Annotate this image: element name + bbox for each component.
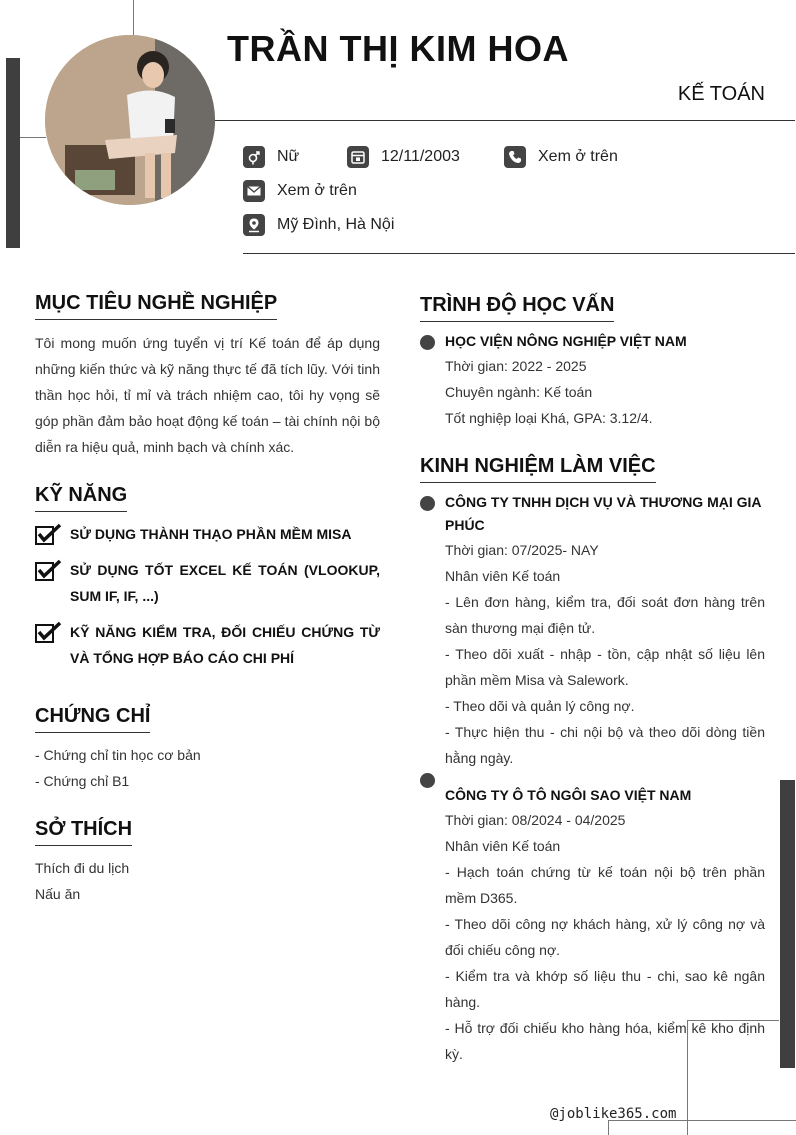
job-title: KẾ TOÁN: [677, 83, 765, 105]
job-line: Nhân viên Kế toán: [445, 838, 561, 854]
mail-icon: [243, 180, 265, 202]
school-name: HỌC VIỆN NÔNG NGHIỆP VIỆT NAM: [445, 333, 687, 349]
phone-icon: [504, 146, 526, 168]
job-line: - Thực hiện thu - chi nội bộ và theo dõi dòng tiền hằng ngày.: [445, 724, 765, 766]
certificate-item: - Chứng chỉ B1: [35, 773, 130, 789]
gender-icon: [243, 146, 265, 168]
bullet-dot: [420, 773, 435, 788]
job-line: - Theo dõi xuất - nhập - tồn, cập nhật số liệu lên phần mềm Misa và Salework.: [445, 646, 765, 688]
job-line: - Kiểm tra và khớp số liệu thu - chi, sao kê ngân hàng.: [445, 968, 765, 1010]
gender-info: [243, 146, 299, 168]
info-divider: [243, 253, 795, 254]
bullet-dot: [420, 496, 435, 511]
job-line: - Theo dõi công nợ khách hàng, xử lý công nợ và đối chiếu công nợ.: [445, 916, 765, 958]
header-divider: [215, 120, 795, 121]
skill-text: SỬ DỤNG TỐT EXCEL KẾ TOÁN (VLOOKUP, SUM IF, IF, ...): [70, 562, 380, 604]
address-info: [243, 214, 394, 236]
gender-value: Nữ: [277, 148, 300, 165]
hobbies-title: SỞ THÍCH: [35, 818, 132, 846]
calendar-icon: [347, 146, 369, 168]
skill-item: [35, 557, 380, 609]
phone-info: [504, 146, 618, 168]
education-entry: [445, 330, 765, 431]
hobby-item: Thích đi du lịch: [35, 860, 130, 876]
phone-value: Xem ở trên: [538, 148, 618, 165]
right-accent-bar: [780, 780, 795, 1068]
job-line: - Theo dõi và quản lý công nợ.: [445, 698, 635, 714]
job-entry: [445, 784, 765, 1067]
watermark-text: @joblike365.com: [550, 1106, 677, 1122]
experience-title: KINH NGHIỆM LÀM VIỆC: [420, 455, 656, 483]
profile-photo-illustration: [45, 35, 215, 205]
left-accent-bar: [6, 58, 20, 248]
objective-title: MỤC TIÊU NGHỀ NGHIỆP: [35, 292, 277, 320]
skill-item: [35, 521, 380, 547]
location-pin-icon: [243, 214, 265, 236]
skill-item: [35, 619, 380, 671]
skill-text: KỸ NĂNG KIỂM TRA, ĐỐI CHIẾU CHỨNG TỪ VÀ TỔNG HỢP BÁO CÁO CHI PHÍ: [70, 624, 380, 666]
hobby-item: Nấu ăn: [35, 886, 81, 902]
job-line: Thời gian: 07/2025- NAY: [445, 542, 599, 558]
bullet-dot: [420, 335, 435, 350]
hobbies-list: [35, 855, 129, 907]
objective-text: Tôi mong muốn ứng tuyển vị trí Kế toán để áp dụng những kiến thức và kỹ năng thực tế đã tích lũy. Với tinh thần học hỏi, tỉ mỉ và trách nhiệm cao, tôi hy vọng sẽ góp phần đảm bảo hoạt động kế toán – tài chính nội bộ diễn ra hiệu quả, minh bạch và chính xác.: [35, 335, 380, 455]
job-line: Thời gian: 08/2024 - 04/2025: [445, 812, 626, 828]
job-line: - Lên đơn hàng, kiểm tra, đối soát đơn hàng trên sàn thương mại điện tử.: [445, 594, 765, 636]
company-name: CÔNG TY Ô TÔ NGÔI SAO VIỆT NAM: [445, 787, 692, 803]
checkbox-icon: [35, 621, 62, 643]
skill-text: SỬ DỤNG THÀNH THẠO PHẦN MỀM MISA: [70, 526, 352, 542]
company-name: CÔNG TY TNHH DỊCH VỤ VÀ THƯƠNG MẠI GIA PHÚC: [445, 494, 762, 533]
left-deco-line: [20, 137, 46, 138]
certificates-title: CHỨNG CHỈ: [35, 705, 150, 733]
candidate-name: TRẦN THỊ KIM HOA: [227, 28, 569, 69]
certificate-item: - Chứng chỉ tin học cơ bản: [35, 747, 201, 763]
email-info: [243, 180, 357, 202]
checkbox-icon: [35, 523, 62, 545]
job-entry: [445, 491, 765, 771]
education-line: Chuyên ngành: Kế toán: [445, 384, 593, 400]
education-line: Tốt nghiệp loại Khá, GPA: 3.12/4.: [445, 410, 653, 426]
birthday-value: 12/11/2003: [381, 148, 460, 165]
job-line: - Hỗ trợ đối chiếu kho hàng hóa, kiểm kê kho định kỳ.: [445, 1020, 765, 1062]
education-line: Thời gian: 2022 - 2025: [445, 358, 587, 374]
corner-deco-line-v2: [608, 1120, 609, 1135]
certificates-list: [35, 742, 201, 794]
birthday-info: [347, 146, 460, 168]
address-value: Mỹ Đình, Hà Nội: [277, 216, 395, 233]
job-line: Nhân viên Kế toán: [445, 568, 561, 584]
profile-photo: [45, 35, 215, 205]
top-deco-line: [133, 0, 134, 36]
job-line: - Hạch toán chứng từ kế toán nội bộ trên phần mềm D365.: [445, 864, 765, 906]
checkbox-icon: [35, 559, 62, 581]
email-value: Xem ở trên: [277, 182, 357, 199]
skills-title: KỸ NĂNG: [35, 484, 127, 512]
education-title: TRÌNH ĐỘ HỌC VẤN: [420, 294, 614, 322]
